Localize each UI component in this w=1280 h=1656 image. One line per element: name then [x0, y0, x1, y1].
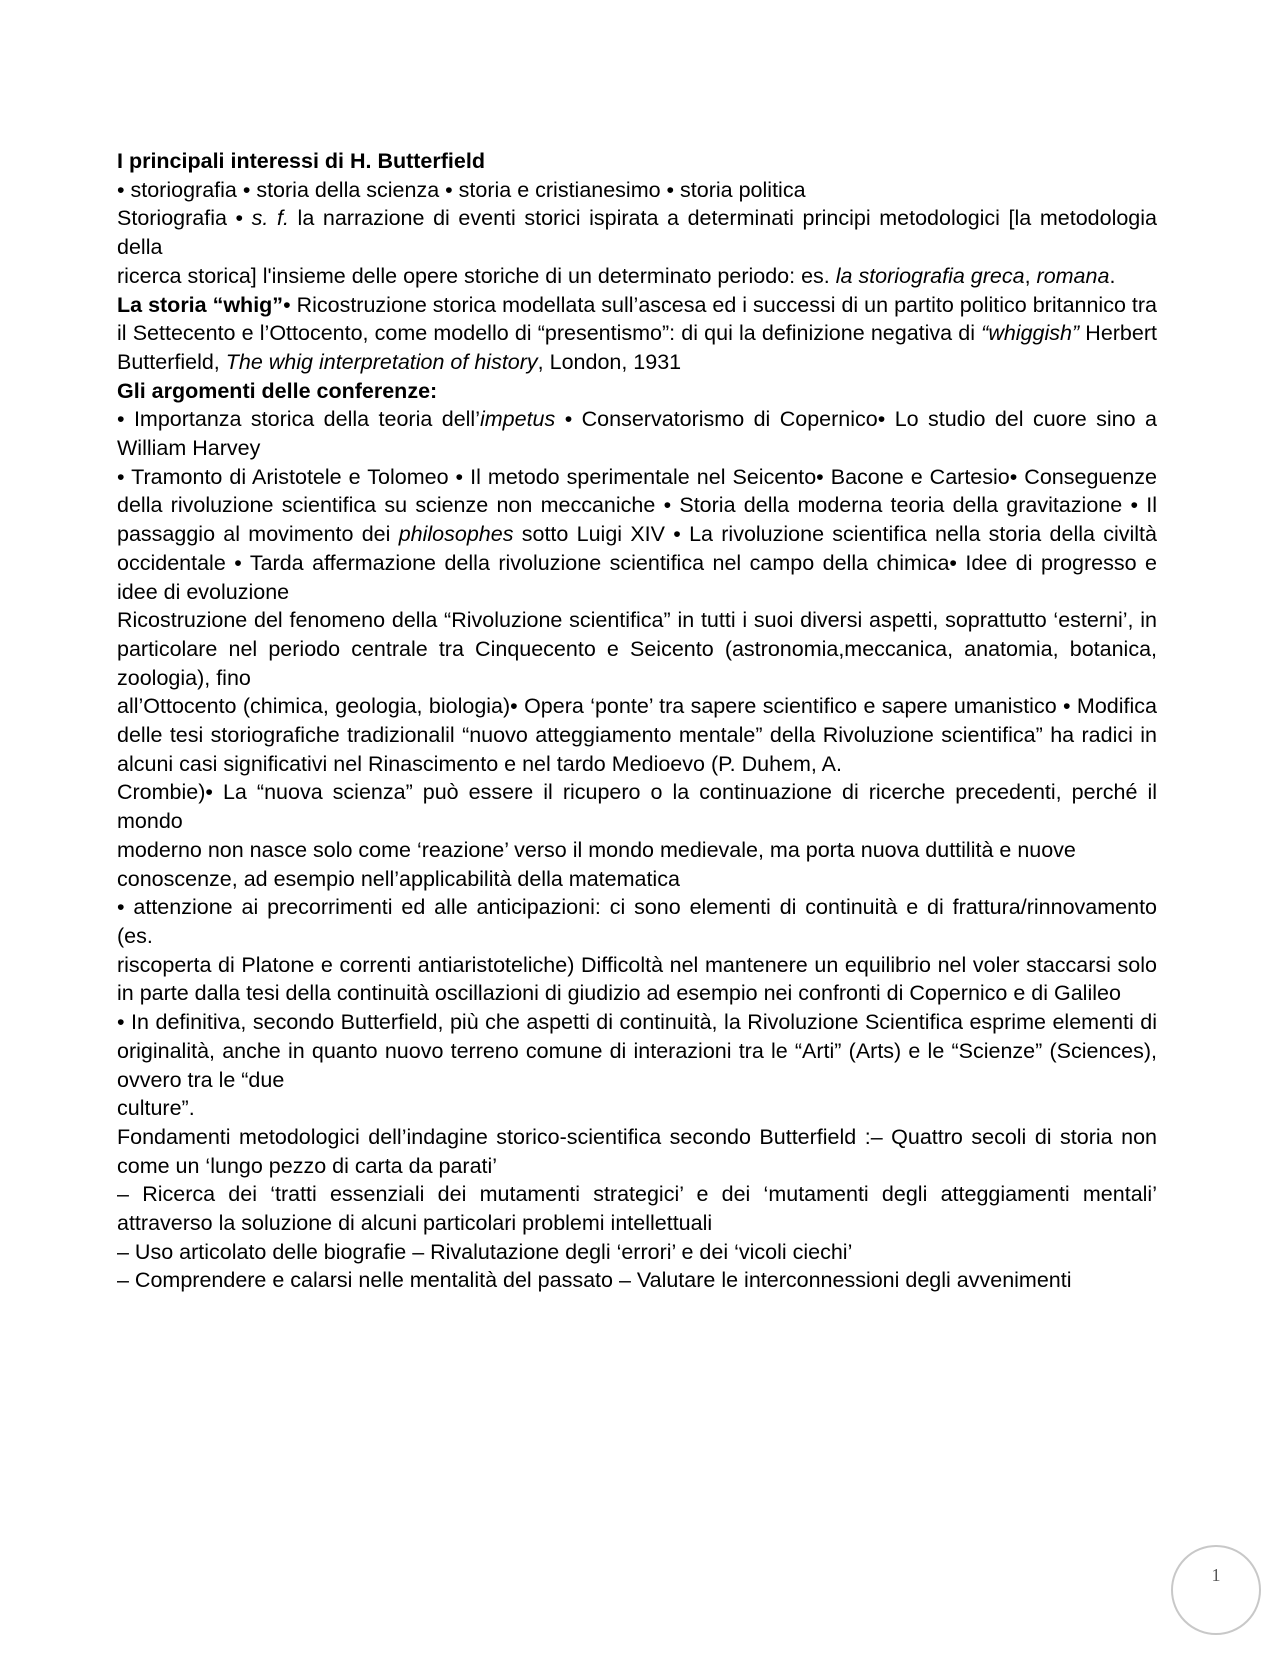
attenzione-paragraph: • attenzione ai precorrimenti ed alle anticipazioni: ci sono elementi di continuità e di frattura/rinnovamento (es. riscoperta di Platone e correnti antiaristoteliche) Difficoltà nel mantenere un equilibrio nel voler staccarsi solo in parte dalla tesi della continuità oscillazioni di giudizio ad esempio nei confronti di Copernico e di Galileo [117, 895, 1157, 1006]
definitiva-paragraph: • In definitiva, secondo Butterfield, più che aspetti di continuità, la Rivoluzione Scientifica esprime elementi di originalità, anche in quanto nuovo terreno comune di interazioni tra le “Arti” (Arts) e le “Scienze” (Sciences), ovvero tra le “due culture”. [117, 1010, 1157, 1121]
ricostruzione-paragraph: Ricostruzione del fenomeno della “Rivoluzione scientifica” in tutti i suoi diversi aspetti, soprattutto ‘esterni’, in particolare nel periodo centrale tra Cinquecento e Seicento (astronomia,meccanica, anatomia, botanica, zoologia), fino all’Ottocento (chimica, geologia, biologia)• Opera ‘ponte’ tra sapere scientifico e sapere umanistico • Modifica delle tesi storiografiche tradizionalil “nuovo atteggiamento mentale” della Rivoluzione scientifica” ha radici in alcuni casi significativi nel Rinascimento e nel tardo Medioevo (P. Duhem, A. Crombie)• La “nuova scienza” può essere il ricupero o la continuazione di ricerche precedenti, perché il mondo moderno non nasce solo come ‘reazione’ verso il mondo medievale, ma porta nuova duttilità e nuove conoscenze, ad esempio nell’applicabilità della matematica [117, 608, 1157, 891]
storiografia-definition: Storiografia • s. f. la narrazione di eventi storici ispirata a determinati principi metodologici [la metodologia della ricerca storica] l'insieme delle opere storiche di un determinato periodo: es. la storiografia greca, romana. [117, 206, 1157, 288]
document-title: I principali interessi di H. Butterfield [117, 149, 485, 173]
conferenze-item-1: • Importanza storica della teoria dell’impetus • Conservatorismo di Copernico• Lo studio del cuore sino a William Harvey [117, 407, 1157, 461]
document-page [117, 147, 1157, 1295]
interests-list: • storiografia • storia della scienza • storia e cristianesimo • storia politica [117, 177, 806, 202]
fondamenti-paragraph: Fondamenti metodologici dell’indagine storico-scientifica secondo Butterfield :– Quattro secoli di storia non come un ‘lungo pezzo di carta da parati’ – Ricerca dei ‘tratti essenziali dei mutamenti strategici’ e dei ‘mutamenti degli atteggiamenti mentali’ attraverso la soluzione di alcuni particolari problemi intellettuali – Uso articolato delle biografie – Rivalutazione degli ‘errori’ e dei ‘vicoli ciechi’ – Comprendere e calarsi nelle mentalità del passato – Valutare le interconnessioni degli avvenimenti [117, 1124, 1157, 1293]
whig-label: La storia “whig” [117, 292, 284, 317]
page-number: 1 [1171, 1545, 1261, 1635]
conferenze-heading: Gli argomenti delle conferenze: [117, 378, 438, 403]
conferenze-item-2: • Tramonto di Aristotele e Tolomeo • Il metodo sperimentale nel Seicento• Bacone e Cartesio• Conseguenze della rivoluzione scientifica su scienze non meccaniche • Storia della moderna teoria della gravitazione • Il passaggio al movimento dei philosophes sotto Luigi XIV • La rivoluzione scientifica nella storia della civiltà occidentale • Tarda affermazione della rivoluzione scientifica nel campo della chimica• Idee di progresso e idee di evoluzione [117, 464, 1157, 604]
whig-paragraph: La storia “whig”• Ricostruzione storica modellata sull’ascesa ed i successi di un partito politico britannico tra il Settecento e l’Ottocento, come modello di “presentismo”: di qui la definizione negativa di “whiggish” Herbert Butterfield, The whig interpretation of history, London, 1931 [117, 292, 1157, 374]
